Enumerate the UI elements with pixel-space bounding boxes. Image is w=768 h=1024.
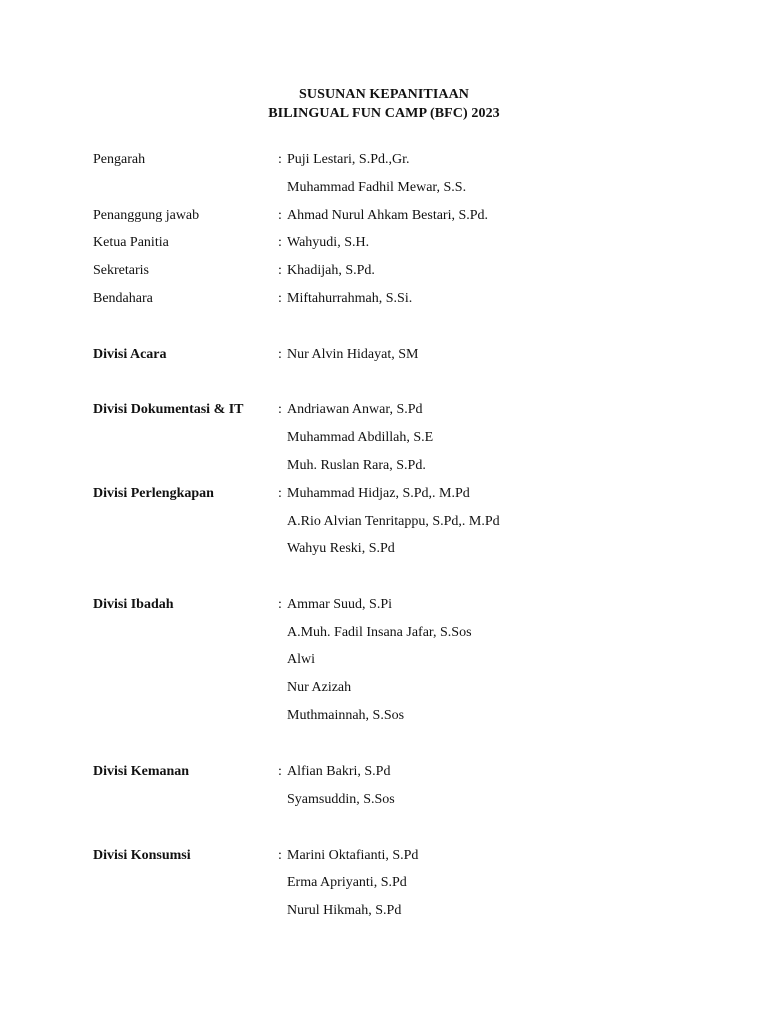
committee-row-continuation [0, 707, 768, 725]
member-name: Puji Lestari, S.Pd.,Gr. [287, 152, 410, 167]
committee-row-continuation [0, 429, 768, 447]
role-label: Divisi Perlengkapan [93, 486, 214, 501]
member-name: Ahmad Nurul Ahkam Bestari, S.Pd. [287, 208, 489, 223]
separator-colon: : [278, 152, 282, 167]
separator-colon: : [278, 402, 282, 417]
separator-colon: : [278, 291, 282, 306]
committee-row [0, 346, 768, 364]
member-name: Marini Oktafianti, S.Pd [287, 848, 419, 863]
separator-colon: : [278, 208, 282, 223]
role-label: Penanggung jawab [93, 208, 200, 223]
committee-row [0, 596, 768, 614]
committee-row-continuation [0, 902, 768, 920]
role-label: Sekretaris [93, 263, 149, 278]
separator-colon: : [278, 848, 282, 863]
member-name: Alfian Bakri, S.Pd [287, 764, 391, 779]
document-subtitle: BILINGUAL FUN CAMP (BFC) 2023 [268, 106, 500, 121]
separator-colon: : [278, 263, 282, 278]
committee-row [0, 207, 768, 225]
committee-row [0, 763, 768, 781]
member-name: Miftahurrahmah, S.Si. [287, 291, 413, 306]
committee-row-continuation [0, 179, 768, 197]
role-label: Ketua Panitia [93, 235, 169, 250]
committee-row [0, 234, 768, 252]
committee-row-continuation [0, 679, 768, 697]
separator-colon: : [278, 486, 282, 501]
document-title: SUSUNAN KEPANITIAAN [298, 87, 470, 102]
member-name: Erma Apriyanti, S.Pd [287, 875, 407, 890]
committee-row-continuation [0, 874, 768, 892]
committee-row [0, 290, 768, 308]
committee-row [0, 847, 768, 865]
member-name: Wahyu Reski, S.Pd [287, 541, 395, 556]
committee-row [0, 401, 768, 419]
member-name: Nur Azizah [287, 680, 352, 695]
member-name: Muhammad Hidjaz, S.Pd,. M.Pd [287, 486, 470, 501]
member-name: A.Rio Alvian Tenritappu, S.Pd,. M.Pd [287, 514, 500, 529]
role-label: Divisi Ibadah [93, 597, 174, 612]
member-name: Muhammad Fadhil Mewar, S.S. [287, 180, 467, 195]
member-name: A.Muh. Fadil Insana Jafar, S.Sos [287, 625, 472, 640]
member-name: Andriawan Anwar, S.Pd [287, 402, 423, 417]
member-name: Muthmainnah, S.Sos [287, 708, 405, 723]
committee-row [0, 485, 768, 503]
member-name: Alwi [287, 652, 315, 667]
role-label: Divisi Acara [93, 347, 167, 362]
role-label: Pengarah [93, 152, 146, 167]
member-name: Khadijah, S.Pd. [287, 263, 375, 278]
committee-row [0, 262, 768, 280]
separator-colon: : [278, 347, 282, 362]
committee-row-continuation [0, 540, 768, 558]
role-label: Bendahara [93, 291, 153, 306]
separator-colon: : [278, 764, 282, 779]
role-label: Divisi Dokumentasi & IT [93, 402, 244, 417]
committee-row-continuation [0, 457, 768, 475]
member-name: Nur Alvin Hidayat, SM [287, 347, 419, 362]
member-name: Syamsuddin, S.Sos [287, 792, 395, 807]
separator-colon: : [278, 597, 282, 612]
committee-row [0, 151, 768, 169]
member-name: Muh. Ruslan Rara, S.Pd. [287, 458, 426, 473]
role-label: Divisi Kemanan [93, 764, 190, 779]
member-name: Nurul Hikmah, S.Pd [287, 903, 402, 918]
separator-colon: : [278, 235, 282, 250]
member-name: Muhammad Abdillah, S.E [287, 430, 434, 445]
committee-row-continuation [0, 651, 768, 669]
committee-row-continuation [0, 513, 768, 531]
member-name: Ammar Suud, S.Pi [287, 597, 393, 612]
role-label: Divisi Konsumsi [93, 848, 191, 863]
committee-row-continuation [0, 624, 768, 642]
member-name: Wahyudi, S.H. [287, 235, 370, 250]
committee-row-continuation [0, 791, 768, 809]
